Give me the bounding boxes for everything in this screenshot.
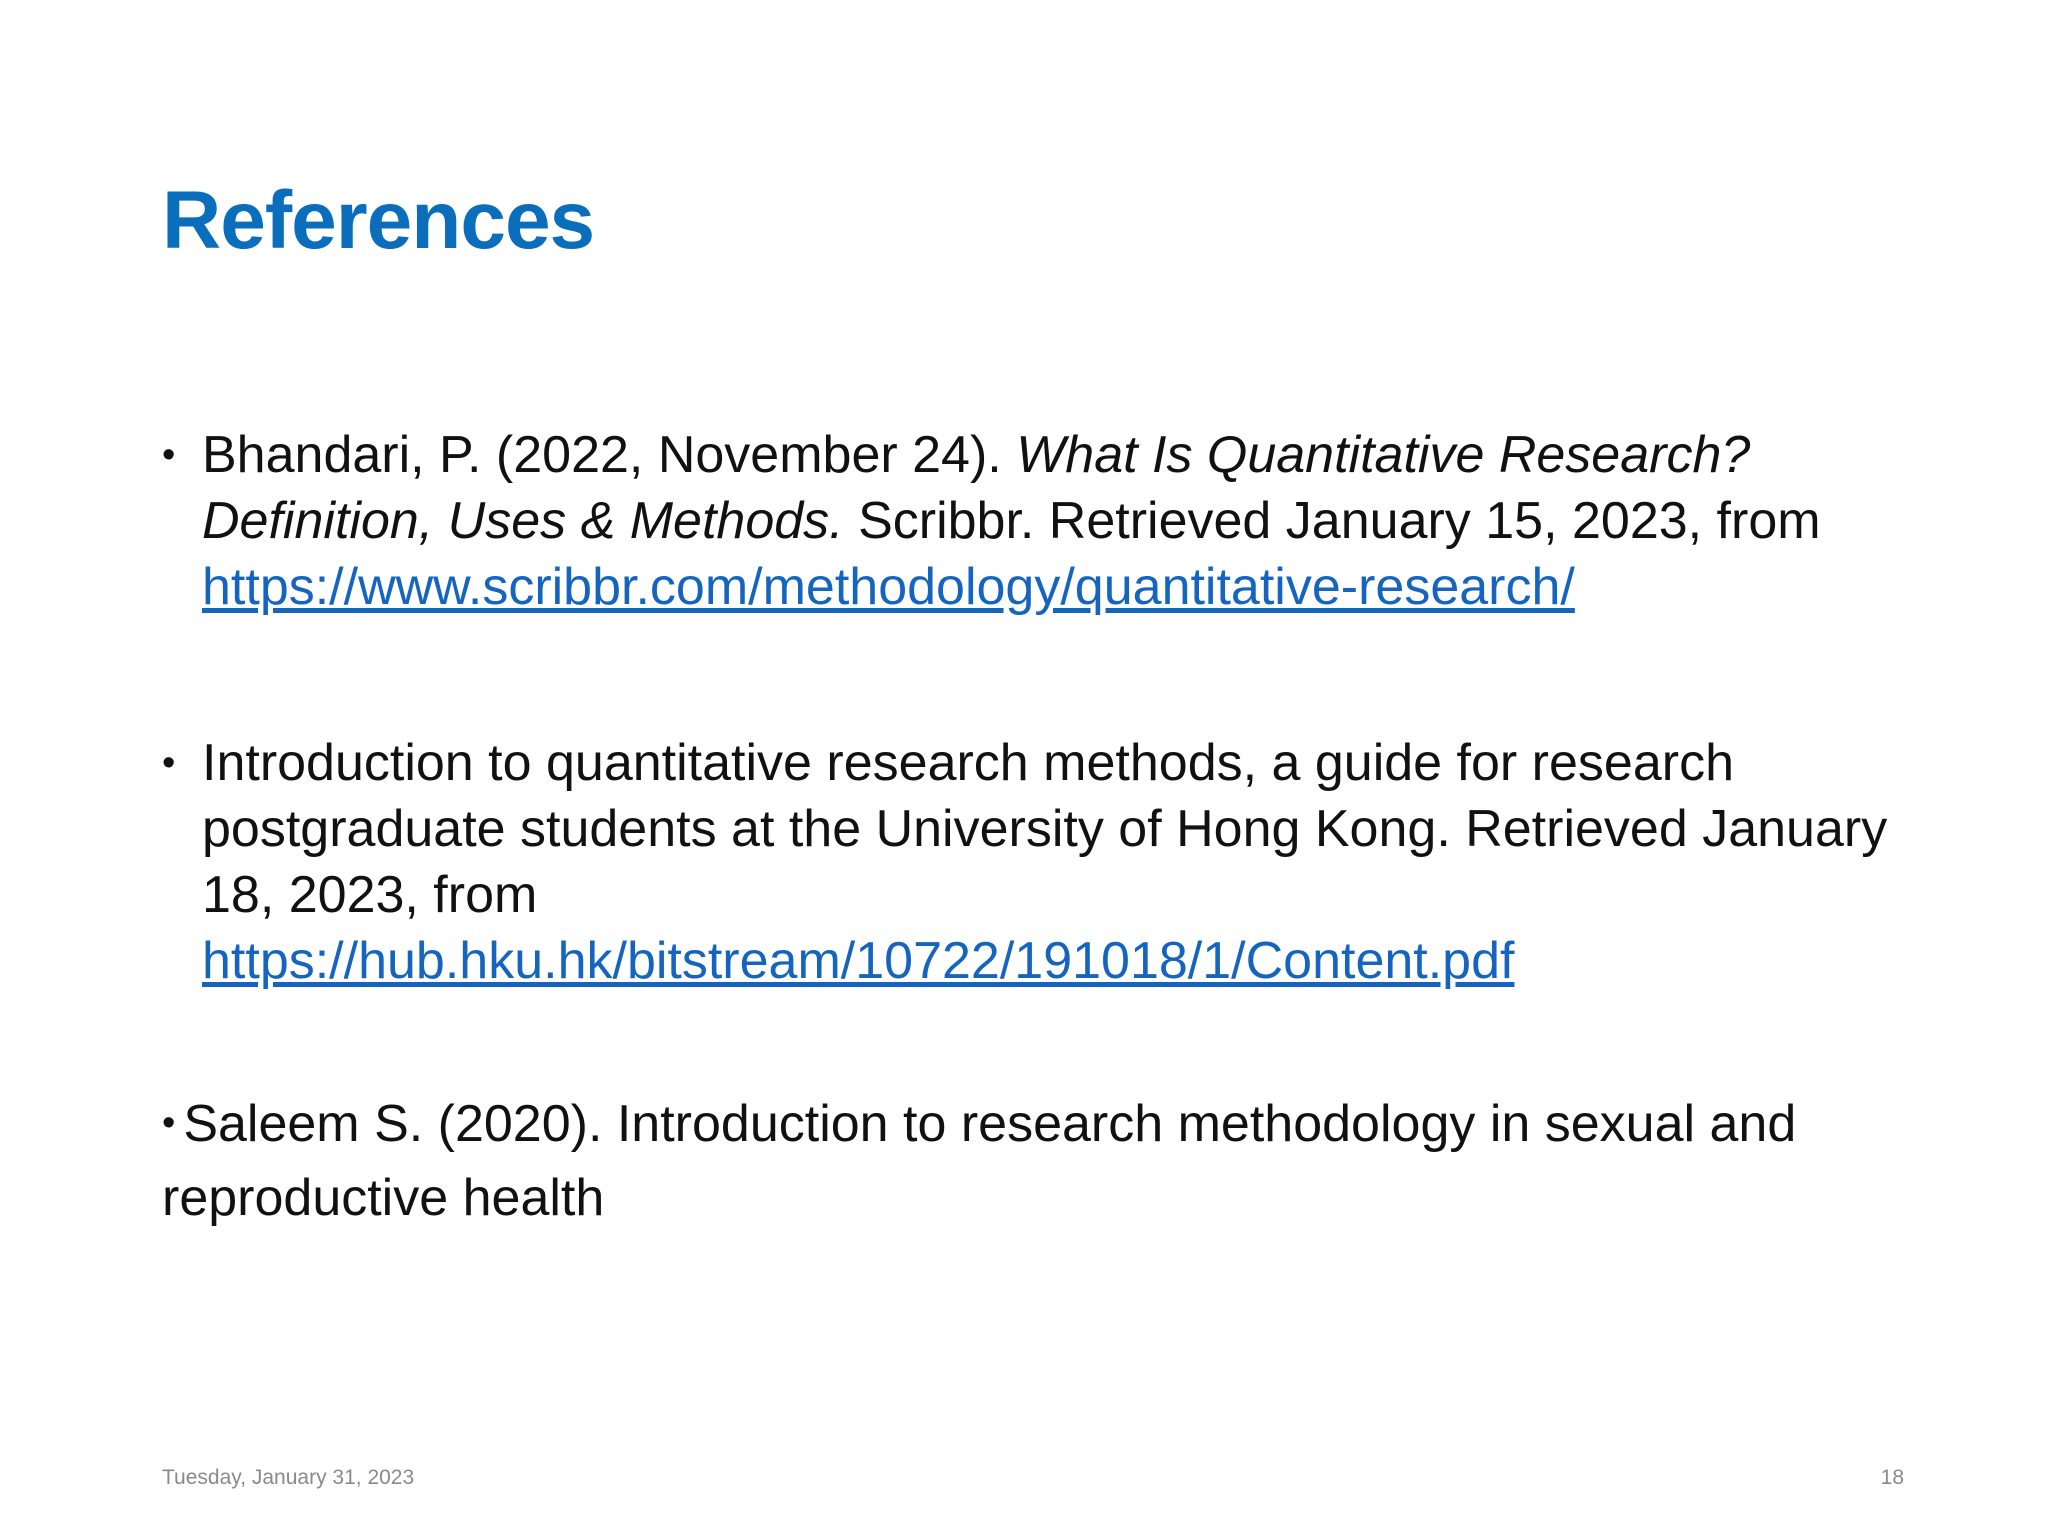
reference-author-date: Bhandari, P. (2022, November 24). xyxy=(202,426,1017,484)
reference-item xyxy=(162,1086,1922,1235)
reference-title: What Is Quantitative Research? Definition, Uses & Methods. xyxy=(202,426,1751,550)
reference-link[interactable]: https://www.scribbr.com/methodology/quantitative-research/ xyxy=(202,558,1575,616)
reference-item xyxy=(162,422,1922,620)
footer-date: Tuesday, January 31, 2023 xyxy=(162,1466,415,1489)
bullet-icon: • xyxy=(162,1102,176,1144)
reference-text: Saleem S. (2020). Introduction to research methodology in sexual and reproductive health xyxy=(162,1095,1797,1227)
reference-source: Scribbr. Retrieved January 15, 2023, from xyxy=(843,492,1821,550)
reference-item xyxy=(162,730,1922,994)
reference-text xyxy=(202,422,1922,620)
reference-description: Introduction to quantitative research methods, a guide for research postgraduate students at the University of Hong Kong. Retrieved January 18, 2023, from xyxy=(202,734,1888,924)
bullet-icon: • xyxy=(162,434,176,476)
bullet-icon: • xyxy=(162,742,176,784)
reference-text xyxy=(202,730,1922,994)
page-number: 18 xyxy=(1880,1466,1904,1489)
slide-title: References xyxy=(162,175,595,266)
reference-link[interactable]: https://hub.hku.hk/bitstream/10722/191018/1/Content.pdf xyxy=(202,932,1515,990)
